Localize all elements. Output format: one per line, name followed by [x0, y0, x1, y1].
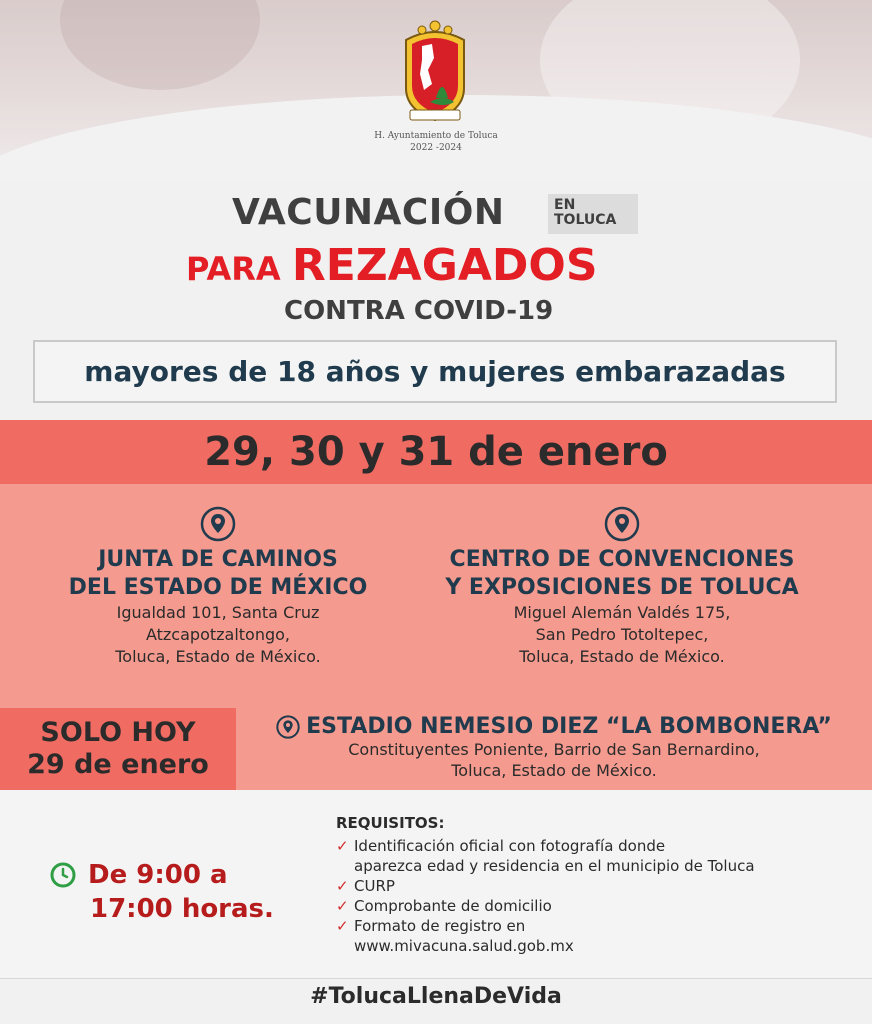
title-line-vacunacion: VACUNACIÓN [232, 192, 505, 233]
hours-row [50, 858, 310, 892]
list-item [336, 836, 856, 876]
venue-name-line1: JUNTA DE CAMINOS [98, 547, 338, 572]
hero-decoration [60, 0, 260, 90]
organization-name: H. Ayuntamiento de Toluca [374, 131, 498, 141]
venues-section [0, 484, 872, 708]
venue-address-line1: Miguel Alemán Valdés 175, [513, 603, 731, 622]
venue-estadio [236, 708, 872, 790]
venue-address-line3: Toluca, Estado de México. [115, 647, 321, 666]
target-group-box: mayores de 18 años y mujeres embarazadas [33, 340, 837, 403]
solo-hoy-label [0, 708, 236, 790]
clock-icon [50, 862, 76, 888]
requirement-text: Formato de registro en [354, 917, 526, 935]
schedule-hours [50, 858, 310, 926]
check-icon: ✓ [336, 897, 349, 915]
location-pin-icon [200, 506, 236, 542]
title-line-covid: CONTRA COVID-19 [284, 296, 554, 326]
requirement-text: CURP [354, 877, 395, 895]
estadio-name-row [236, 714, 872, 739]
toluca-crest-logo [392, 18, 478, 126]
list-item [336, 876, 856, 896]
organization-caption [336, 130, 536, 154]
solo-hoy-line2: 29 de enero [27, 749, 209, 780]
venue-centro-de-convenciones [422, 506, 822, 668]
solo-hoy-line1: SOLO HOY [40, 717, 196, 748]
hashtag: #TolucaLlenaDeVida [310, 984, 562, 1009]
badge-line2: TOLUCA [554, 212, 617, 228]
venue-junta-de-caminos [18, 506, 418, 668]
venue-address-line1: Igualdad 101, Santa Cruz [116, 603, 320, 622]
check-icon: ✓ [336, 837, 349, 855]
footer-divider [0, 978, 872, 979]
estadio-name: ESTADIO NEMESIO DIEZ “LA BOMBONERA” [306, 714, 832, 739]
check-icon: ✓ [336, 877, 349, 895]
requirements-title: REQUISITOS: [336, 814, 445, 832]
venue-name-line2: Y EXPOSICIONES DE TOLUCA [445, 575, 799, 600]
details-section [0, 790, 872, 978]
requirement-text: Identificación oficial con fotografía donde [354, 837, 666, 855]
requirement-text: Comprobante de domicilio [354, 897, 552, 915]
venue-address-line3: Toluca, Estado de México. [519, 647, 725, 666]
hours-line1: De 9:00 a [88, 860, 228, 890]
organization-period: 2022 -2024 [410, 143, 462, 153]
requirement-link-text: www.mivacuna.salud.gob.mx [354, 937, 574, 955]
venue-name-line2: DEL ESTADO DE MÉXICO [68, 575, 368, 600]
requirements-list [336, 814, 856, 956]
venue-name-line1: CENTRO DE CONVENCIONES [449, 547, 795, 572]
location-pin-icon [276, 715, 300, 739]
location-pin-icon [604, 506, 640, 542]
estadio-address-line2: Toluca, Estado de México. [451, 761, 657, 780]
check-icon: ✓ [336, 917, 349, 935]
title-line-rezagados [186, 240, 598, 291]
title-para: PARA [186, 250, 292, 288]
dates-band: 29, 30 y 31 de enero [0, 420, 872, 484]
title-rezagados: REZAGADOS [291, 240, 598, 291]
requirement-text: aparezca edad y residencia en el municipio de Toluca [354, 857, 755, 875]
list-item [336, 916, 856, 956]
venue-address-line2: San Pedro Totoltepec, [535, 625, 709, 644]
list-item [336, 896, 856, 916]
hours-line2: 17:00 horas. [90, 894, 274, 924]
en-toluca-badge [548, 194, 638, 234]
venue-address-line2: Atzcapotzaltongo, [145, 625, 291, 644]
badge-line1: EN [554, 197, 576, 213]
estadio-address-line1: Constituyentes Poniente, Barrio de San Bernardino, [348, 740, 760, 759]
